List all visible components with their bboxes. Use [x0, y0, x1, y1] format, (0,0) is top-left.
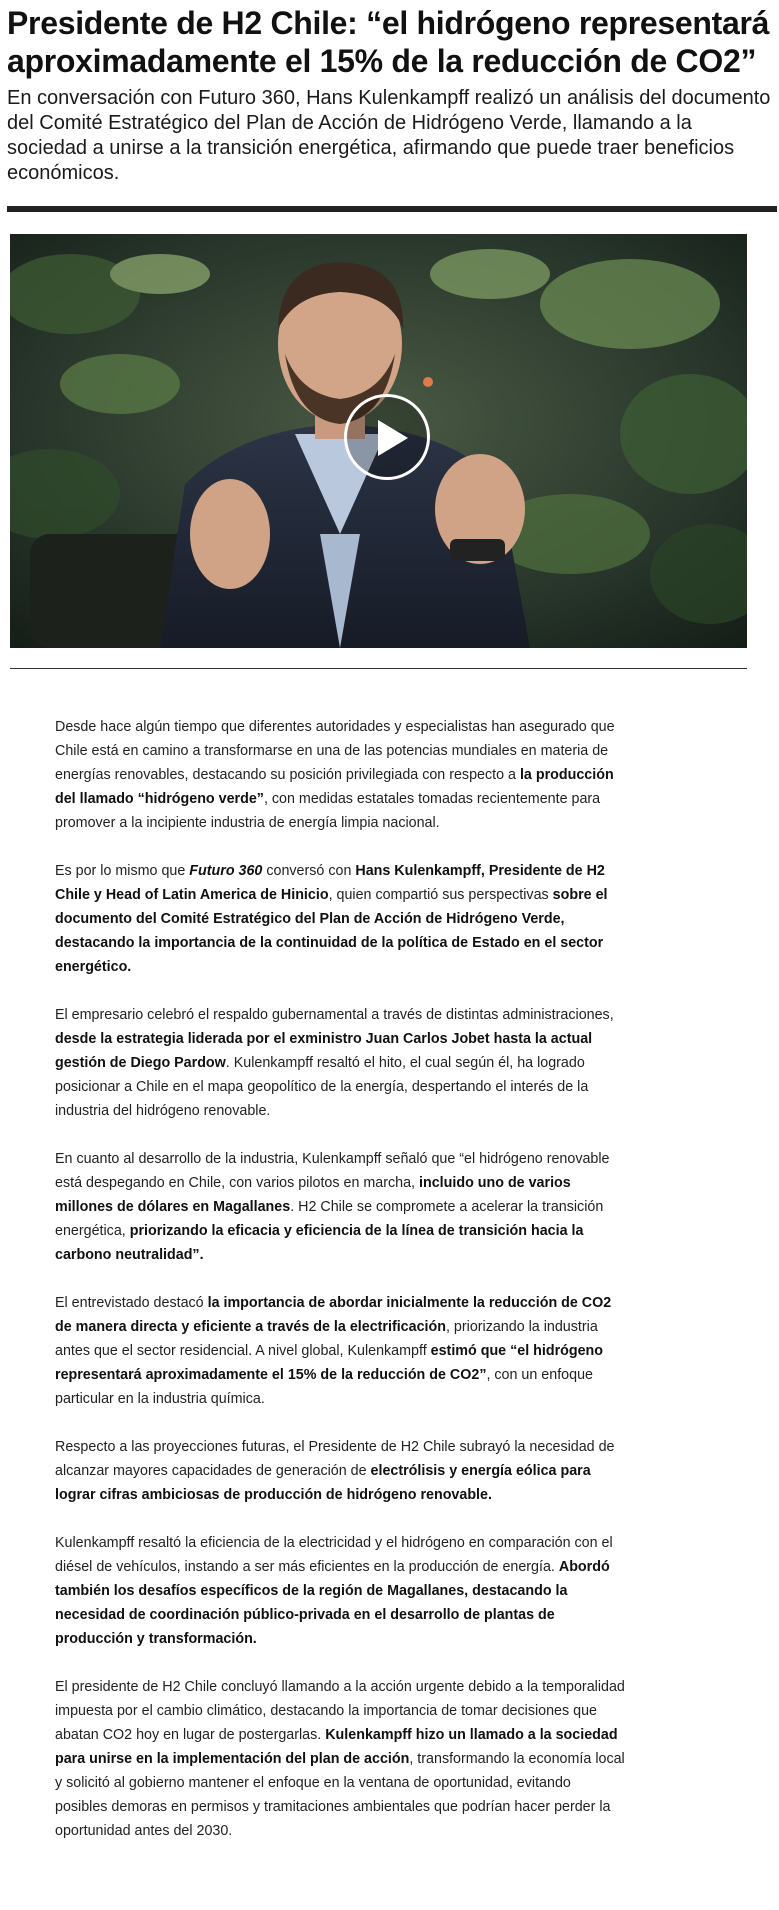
bold-text: la producción del llamado “hidrógeno verde”: [55, 767, 614, 807]
body-text: El presidente de H2 Chile concluyó llamando a la acción urgente debido a la temporalidad impuesta por el cambio climático, destacando la importancia de tomar decisiones que abatan CO2 hoy en lugar de postergarlas.: [55, 1679, 625, 1743]
bold-text: sobre el documento del Comité Estratégico del Plan de Acción de Hidrógeno Verde, destacando la importancia de la continuidad de la política de Estado en el sector energético.: [55, 887, 608, 975]
bold-text: estimó que “el hidrógeno representará aproximadamente el 15% de la reducción de CO2”: [55, 1343, 604, 1383]
article-paragraph: [55, 1435, 625, 1507]
body-text: . Kulenkampff resaltó el hito, el cual según él, ha logrado posicionar a Chile en el mapa geopolítico de la energía, despertando el interés de la industria del hidrógeno renovable.: [55, 1055, 589, 1119]
bold-text: Futuro 360: [189, 863, 263, 879]
bold-text: Kulenkampff hizo un llamado a la sociedad para unirse en la implementación del plan de acción: [55, 1727, 618, 1767]
video-player[interactable]: [10, 234, 747, 648]
body-text: Respecto a las proyecciones futuras, el Presidente de H2 Chile subrayó la necesidad de alcanzar mayores capacidades de generación de: [55, 1439, 615, 1479]
header-divider: [7, 206, 777, 212]
body-text: , quien compartió sus perspectivas: [328, 887, 553, 903]
body-text: conversó con: [262, 863, 356, 879]
bold-text: la importancia de abordar inicialmente la reducción de CO2 de manera directa y eficiente a través de la electrificación: [55, 1295, 612, 1335]
body-text: El empresario celebró el respaldo gubernamental a través de distintas administraciones,: [55, 1007, 614, 1023]
article-paragraph: [55, 1147, 625, 1267]
article-paragraph: [55, 1003, 625, 1123]
article-paragraph: [55, 1291, 625, 1411]
body-text: , con un enfoque particular en la industria química.: [55, 1367, 593, 1407]
article-subtitle: En conversación con Futuro 360, Hans Kulenkampff realizó un análisis del documento del Comité Estratégico del Plan de Acción de Hidrógeno Verde, llamando a la sociedad a unirse a la transición energética, afirmando que puede traer beneficios económicos.: [7, 87, 771, 184]
bold-text: incluido uno de varios millones de dólares en Magallanes: [55, 1175, 571, 1215]
play-icon[interactable]: [344, 394, 430, 480]
bold-text: priorizando la eficacia y eficiencia de la línea de transición hacia la carbono neutralidad”.: [55, 1223, 584, 1263]
bold-text: Hans Kulenkampff, Presidente de H2 Chile y Head of Latin America de Hinicio: [55, 863, 605, 903]
body-text: El entrevistado destacó: [55, 1295, 208, 1311]
article-paragraph: [55, 1675, 625, 1843]
body-text: Desde hace algún tiempo que diferentes autoridades y especialistas han asegurado que Chile está en camino a transformarse en una de las potencias mundiales en materia de energías renovables, destacando su posición privilegiada con respecto a: [55, 719, 615, 783]
article-headline: Presidente de H2 Chile: “el hidrógeno representará aproximadamente el 15% de la reducción de CO2”: [7, 5, 770, 79]
body-text: , transformando la economía local y solicitó al gobierno mantener el enfoque en la ventana de oportunidad, evitando posibles demoras en permisos y tramitaciones ambientales que podrían hacer perder la oportunidad antes del 2030.: [55, 1751, 625, 1839]
content-divider: [10, 668, 747, 669]
article-paragraph: [55, 715, 625, 835]
bold-text: desde la estrategia liderada por el exministro Juan Carlos Jobet hasta la actual gestión de Diego Pardow: [55, 1031, 593, 1071]
bold-text: electrólisis y energía eólica para lograr cifras ambiciosas de producción de hidrógeno renovable.: [55, 1463, 591, 1503]
body-text: , con medidas estatales tomadas recientemente para promover a la incipiente industria de energía limpia nacional.: [55, 791, 601, 831]
body-text: , priorizando la industria antes que el sector residencial. A nivel global, Kulenkampff: [55, 1319, 598, 1359]
article-body: [55, 715, 625, 1867]
article-paragraph: [55, 859, 625, 979]
body-text: En cuanto al desarrollo de la industria, Kulenkampff señaló que “el hidrógeno renovable está despegando en Chile, con varios pilotos en marcha,: [55, 1151, 610, 1191]
body-text: Es por lo mismo que: [55, 863, 190, 879]
body-text: . H2 Chile se compromete a acelerar la transición energética,: [55, 1199, 604, 1239]
bold-text: Abordó también los desafíos específicos de la región de Magallanes, destacando la necesidad de coordinación público-privada en el desarrollo de plantas de producción y transformación.: [55, 1559, 610, 1647]
article-paragraph: [55, 1531, 625, 1651]
body-text: Kulenkampff resaltó la eficiencia de la electricidad y el hidrógeno en comparación con el diésel de vehículos, instando a ser más eficientes en la producción de energía.: [55, 1535, 613, 1575]
